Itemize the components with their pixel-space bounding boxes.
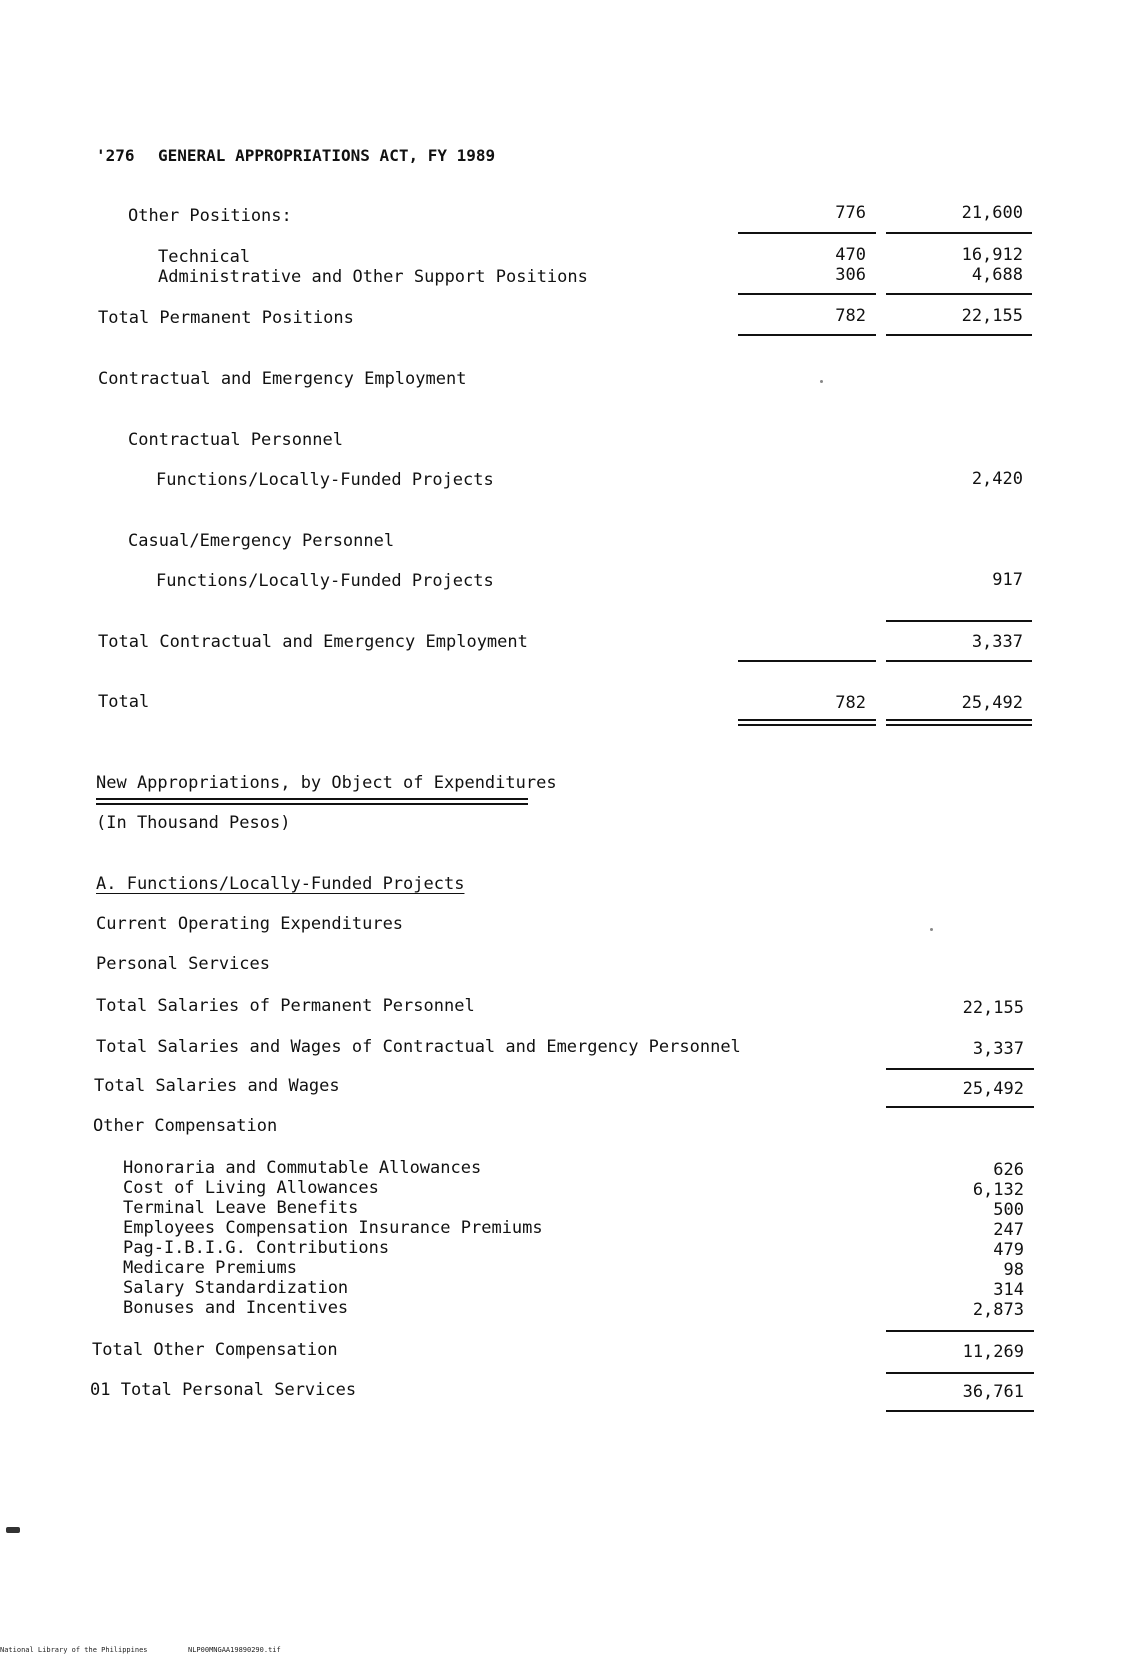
double-rule [738, 719, 876, 726]
admin-label: Administrative and Other Support Positions [158, 267, 588, 287]
admin-count: 306 [835, 265, 866, 285]
footer-library: National Library of the Philippines [0, 1646, 148, 1654]
technical-amount: 16,912 [961, 245, 1023, 265]
other-positions-count: 776 [835, 203, 866, 223]
comp-item-amount: 6,132 [972, 1180, 1024, 1200]
comp-item-label: Terminal Leave Benefits [123, 1198, 359, 1218]
casual-personnel-label: Casual/Emergency Personnel [128, 531, 395, 551]
contractual-title: Contractual and Emergency Employment [98, 369, 467, 389]
footer-file: NLP00MNGAA19890290.tif [188, 1646, 281, 1654]
rule [886, 1068, 1034, 1070]
comp-item-amount: 2,873 [972, 1300, 1024, 1320]
contractual-personnel-label: Contractual Personnel [128, 430, 343, 450]
salaries-permanent-amount: 22,155 [962, 998, 1024, 1018]
technical-label: Technical [158, 247, 251, 267]
personal-services-label: Personal Services [96, 954, 270, 974]
total-permanent-label: Total Permanent Positions [98, 308, 354, 328]
double-rule [886, 719, 1032, 726]
casual-functions-label: Functions/Locally-Funded Projects [156, 571, 494, 591]
salaries-contractual-label: Total Salaries and Wages of Contractual and Emergency Personnel [96, 1037, 741, 1057]
rule [886, 1106, 1034, 1108]
current-operating-label: Current Operating Expenditures [96, 914, 404, 934]
scan-speck [820, 380, 823, 383]
rule [886, 334, 1032, 336]
comp-item-amount: 626 [993, 1160, 1024, 1180]
scan-mark [6, 1527, 20, 1533]
other-compensation-label: Other Compensation [93, 1116, 278, 1136]
comp-item-label: Honoraria and Commutable Allowances [123, 1158, 482, 1178]
other-positions-label: Other Positions: [128, 206, 292, 226]
rule [738, 293, 876, 295]
rule [738, 232, 876, 234]
rule [886, 1410, 1034, 1412]
comp-item-label: Salary Standardization [123, 1278, 349, 1298]
scan-speck [930, 928, 933, 931]
comp-item-amount: 500 [993, 1200, 1024, 1220]
page-number: '276 [96, 146, 135, 165]
total-permanent-count: 782 [835, 306, 866, 326]
rule [738, 660, 876, 662]
salaries-contractual-amount: 3,337 [972, 1039, 1024, 1059]
salaries-permanent-label: Total Salaries of Permanent Personnel [96, 996, 475, 1016]
grand-total-count: 782 [835, 693, 866, 713]
rule [886, 660, 1032, 662]
grand-total-label: Total [98, 692, 150, 712]
comp-item-label: Pag-I.B.I.G. Contributions [123, 1238, 390, 1258]
comp-item-label: Medicare Premiums [123, 1258, 297, 1278]
unit-label: (In Thousand Pesos) [96, 813, 291, 833]
total-permanent-amount: 22,155 [961, 306, 1023, 326]
contractual-functions-label: Functions/Locally-Funded Projects [156, 470, 494, 490]
salaries-wages-label: Total Salaries and Wages [94, 1076, 340, 1096]
grand-total-amount: 25,492 [961, 693, 1023, 713]
total-personal-services-amount: 36,761 [962, 1382, 1024, 1402]
rule [886, 620, 1032, 622]
comp-item-label: Bonuses and Incentives [123, 1298, 349, 1318]
admin-amount: 4,688 [971, 265, 1023, 285]
rule [886, 1330, 1034, 1332]
page-title: GENERAL APPROPRIATIONS ACT, FY 1989 [158, 146, 496, 165]
rule [886, 293, 1032, 295]
total-contractual-label: Total Contractual and Emergency Employment [98, 632, 528, 652]
rule [738, 334, 876, 336]
casual-functions-amount: 917 [992, 570, 1023, 590]
comp-item-amount: 314 [993, 1280, 1024, 1300]
rule [886, 232, 1032, 234]
section-a-heading: A. Functions/Locally-Funded Projects [96, 874, 465, 894]
comp-item-label: Employees Compensation Insurance Premiums [123, 1218, 543, 1238]
total-personal-services-label: 01 Total Personal Services [90, 1380, 357, 1400]
rule [886, 1372, 1034, 1374]
comp-item-amount: 98 [1003, 1260, 1024, 1280]
salaries-wages-amount: 25,492 [962, 1079, 1024, 1099]
total-contractual-amount: 3,337 [971, 632, 1023, 652]
technical-count: 470 [835, 245, 866, 265]
total-other-comp-amount: 11,269 [962, 1342, 1024, 1362]
comp-item-amount: 247 [993, 1220, 1024, 1240]
contractual-functions-amount: 2,420 [971, 469, 1023, 489]
other-positions-amount: 21,600 [961, 203, 1023, 223]
comp-item-amount: 479 [993, 1240, 1024, 1260]
double-rule [96, 798, 528, 805]
new-appropriations-title: New Appropriations, by Object of Expenditures [96, 773, 557, 793]
total-other-comp-label: Total Other Compensation [92, 1340, 338, 1360]
comp-item-label: Cost of Living Allowances [123, 1178, 379, 1198]
